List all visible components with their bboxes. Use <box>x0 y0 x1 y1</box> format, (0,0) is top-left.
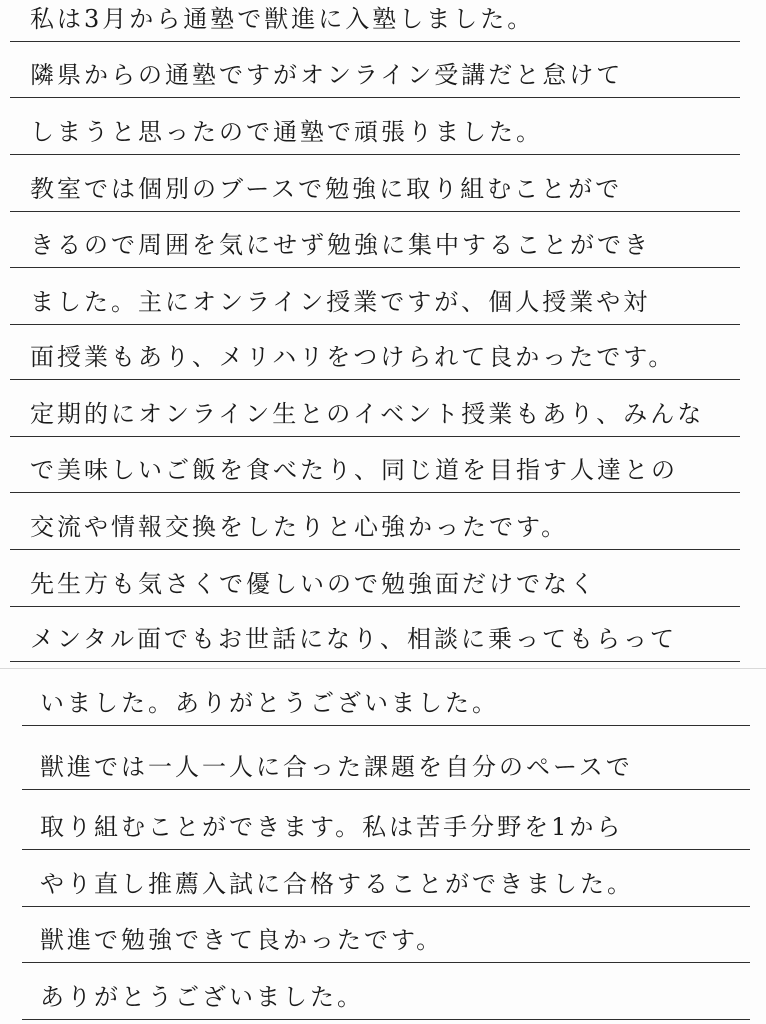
letter-line-4: 教室では個別のブースで勉強に取り組むことがで <box>10 172 740 212</box>
letter-line-6: ました。主にオンライン授業ですが、個人授業や対 <box>10 285 740 325</box>
letter-line-10: 交流や情報交換をしたりと心強かったです。 <box>10 510 740 550</box>
letter-line-16: やり直し推薦入試に合格することができました。 <box>22 867 750 907</box>
letter-line-13: いました。ありがとうございました。 <box>22 686 750 726</box>
letter-line-17: 獣進で勉強できて良かったです。 <box>22 923 750 963</box>
letter-line-15: 取り組むことができます。私は苦手分野を1から <box>22 810 750 850</box>
letter-line-3: しまうと思ったので通塾で頑張りました。 <box>10 115 740 155</box>
letter-line-2: 隣県からの通塾ですがオンライン受講だと怠けて <box>10 58 740 98</box>
letter-line-5: きるので周囲を気にせず勉強に集中することができ <box>10 228 740 268</box>
letter-line-9: で美味しいご飯を食べたり、同じ道を目指す人達との <box>10 453 740 493</box>
letter-line-8: 定期的にオンライン生とのイベント授業もあり、みんな <box>10 397 740 437</box>
letter-line-12: メンタル面でもお世話になり、相談に乗ってもらって <box>10 622 740 662</box>
letter-line-14: 獣進では一人一人に合った課題を自分のペースで <box>22 750 750 790</box>
letter-line-18: ありがとうございました。 <box>22 980 750 1020</box>
letter-line-7: 面授業もあり、メリハリをつけられて良かったです。 <box>10 340 740 380</box>
letter-line-11: 先生方も気さくで優しいので勉強面だけでなく <box>10 567 740 607</box>
letter-line-1: 私は3月から通塾で獣進に入塾しました。 <box>10 2 740 42</box>
scan-seam-divider <box>0 668 766 669</box>
